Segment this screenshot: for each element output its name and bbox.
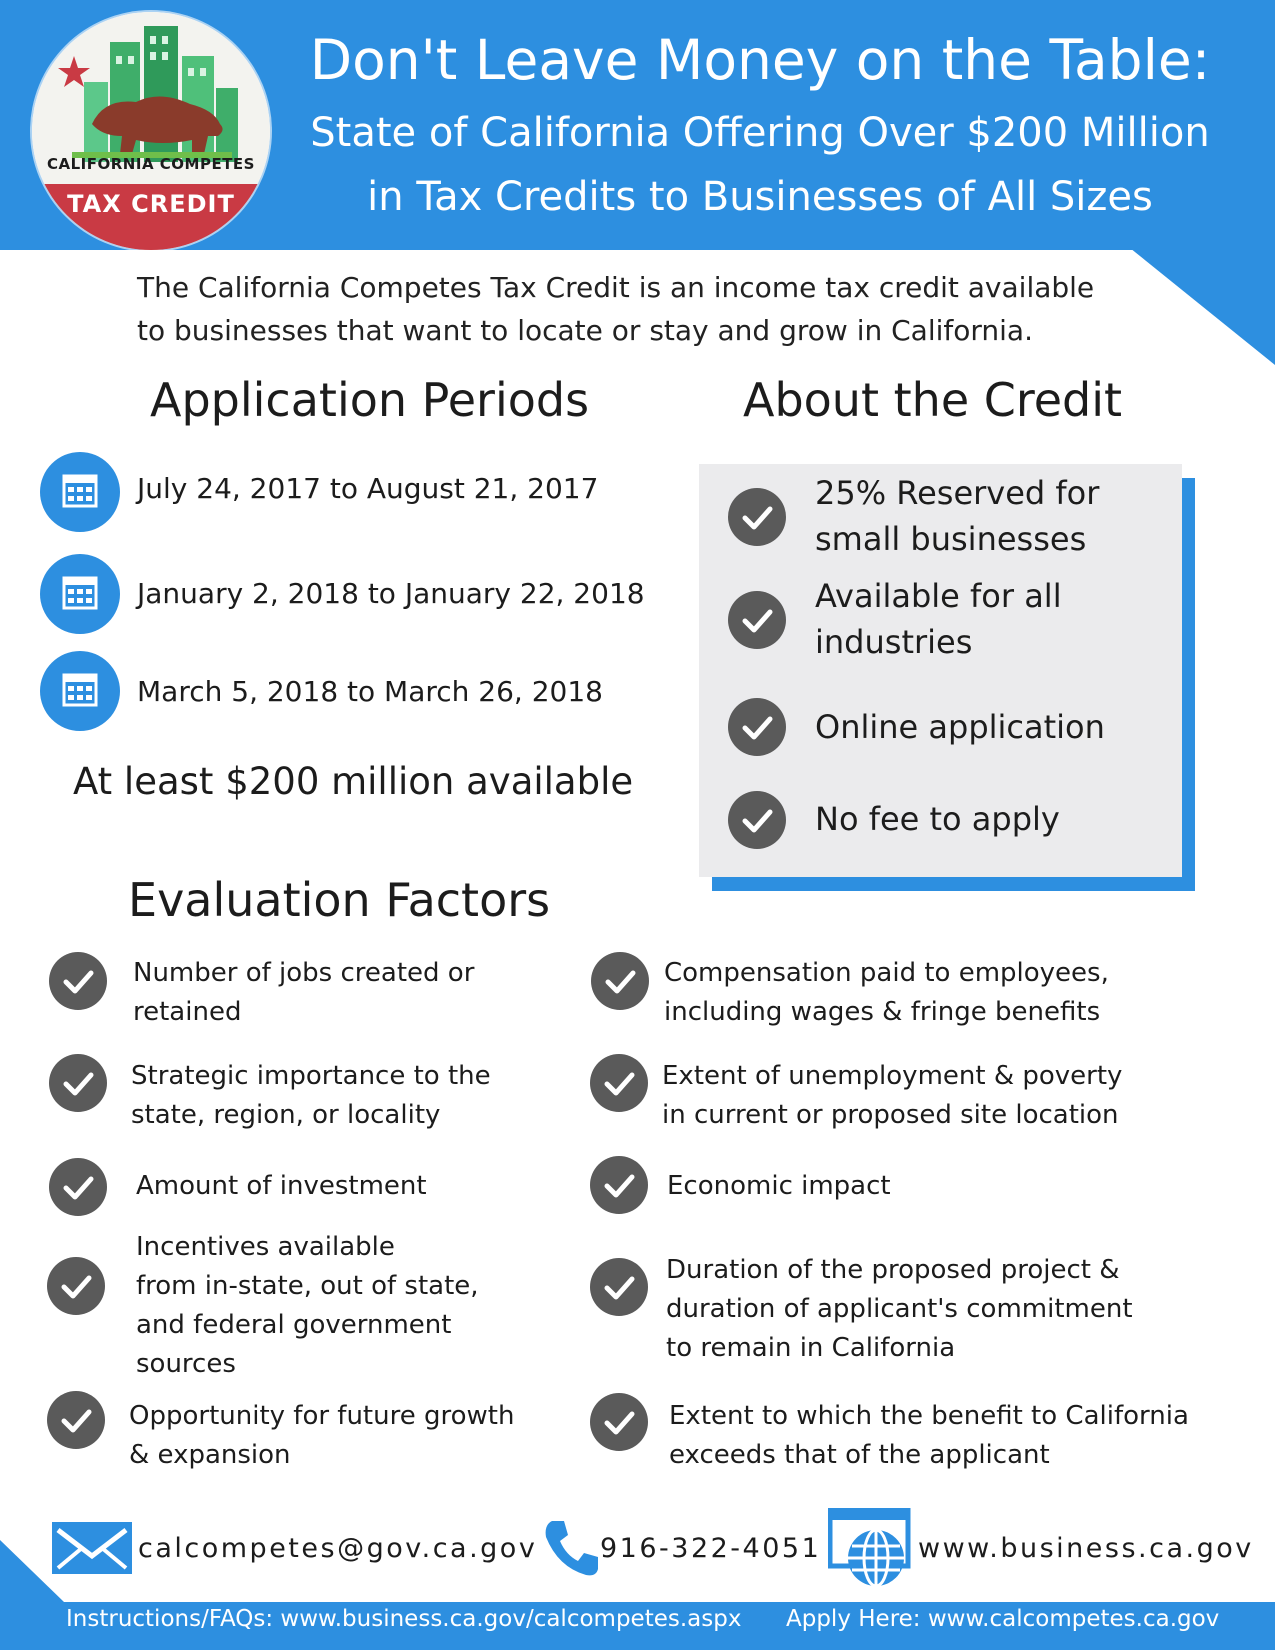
factor-line: from in-state, out of state, [136, 1271, 479, 1301]
factor-line: Extent to which the benefit to California [669, 1401, 1189, 1431]
factor-line: & expansion [129, 1440, 291, 1470]
factor-line: and federal government [136, 1310, 452, 1340]
factor-line: Compensation paid to employees, [664, 958, 1109, 988]
factor-line: Duration of the proposed project & [666, 1255, 1120, 1285]
check-icon [49, 1158, 107, 1216]
factor-line: retained [133, 997, 242, 1027]
check-icon [728, 488, 786, 546]
factor-line: Strategic importance to the [131, 1061, 491, 1091]
check-icon [728, 591, 786, 649]
intro-line-1: The California Competes Tax Credit is an income tax credit available [137, 271, 1095, 304]
about-item-1-line-1: 25% Reserved for [815, 474, 1100, 512]
california-competes-logo [32, 12, 270, 250]
evaluation-factor-left-3: Amount of investment [136, 1171, 427, 1201]
evaluation-factor-right-1 [664, 954, 1109, 1032]
contact-phone-link[interactable]: 916-322-4051 [600, 1533, 822, 1564]
application-period-1: July 24, 2017 to August 21, 2017 [137, 472, 599, 505]
evaluation-factor-right-4 [666, 1251, 1133, 1368]
evaluation-factor-left-4 [136, 1228, 479, 1384]
about-item-2-line-2: industries [815, 623, 973, 661]
about-item-1 [815, 470, 1099, 562]
about-item-2-line-1: Available for all [815, 577, 1062, 615]
factor-line: Opportunity for future growth [129, 1401, 515, 1431]
about-item-4: No fee to apply [815, 800, 1060, 838]
logo-text-bottom: TAX CREDIT [67, 190, 235, 218]
application-period-3: March 5, 2018 to March 26, 2018 [137, 675, 603, 708]
intro-paragraph [137, 266, 1197, 352]
factor-line: duration of applicant's commitment [666, 1294, 1133, 1324]
footer-apply-link[interactable]: Apply Here: www.calcompetes.ca.gov [786, 1606, 1220, 1632]
factor-line: exceeds that of the applicant [669, 1440, 1050, 1470]
contact-website-link[interactable]: www.business.ca.gov [918, 1533, 1254, 1564]
email-icon [50, 1520, 134, 1576]
about-item-3: Online application [815, 708, 1105, 746]
check-icon [590, 1156, 648, 1214]
application-periods-heading: Application Periods [150, 373, 590, 427]
factor-line: Incentives available [136, 1232, 395, 1262]
evaluation-factor-right-2 [662, 1057, 1122, 1135]
factor-line: Number of jobs created or [133, 958, 475, 988]
factor-line: sources [136, 1349, 236, 1379]
phone-icon [540, 1517, 602, 1579]
calendar-icon [40, 554, 120, 634]
funding-available-note: At least $200 million available [73, 760, 634, 803]
evaluation-factor-left-1 [133, 954, 474, 1032]
about-credit-heading: About the Credit [743, 373, 1123, 427]
contact-email-link[interactable]: calcompetes@gov.ca.gov [138, 1533, 538, 1564]
evaluation-factor-right-5 [669, 1397, 1189, 1475]
application-period-2: January 2, 2018 to January 22, 2018 [137, 577, 645, 610]
calendar-icon [40, 452, 120, 532]
page-subtitle-line-2: in Tax Credits to Businesses of All Sizes [367, 174, 1153, 220]
check-icon [49, 1054, 107, 1112]
factor-line: in current or proposed site location [662, 1100, 1119, 1130]
check-icon [49, 952, 107, 1010]
calendar-icon [40, 651, 120, 731]
check-icon [728, 791, 786, 849]
page-title: Don't Leave Money on the Table: [309, 28, 1211, 92]
factor-line: Extent of unemployment & poverty [662, 1061, 1123, 1091]
evaluation-factor-right-3: Economic impact [667, 1171, 891, 1201]
website-globe-icon [828, 1508, 912, 1588]
check-icon [728, 698, 786, 756]
factor-line: state, region, or locality [131, 1100, 441, 1130]
about-item-1-line-2: small businesses [815, 520, 1087, 558]
check-icon [47, 1391, 105, 1449]
evaluation-factor-left-2 [131, 1057, 491, 1135]
check-icon [590, 1393, 648, 1451]
check-icon [590, 1258, 648, 1316]
evaluation-factors-heading: Evaluation Factors [128, 873, 551, 927]
check-icon [591, 952, 649, 1010]
check-icon [47, 1257, 105, 1315]
page-subtitle-line-1: State of California Offering Over $200 Million [310, 110, 1210, 156]
about-item-2 [815, 573, 1062, 665]
logo-text-top: CALIFORNIA COMPETES [47, 155, 255, 173]
check-icon [590, 1054, 648, 1112]
factor-line: including wages & fringe benefits [664, 997, 1101, 1027]
footer-instructions-link[interactable]: Instructions/FAQs: www.business.ca.gov/calcompetes.aspx [66, 1606, 742, 1632]
intro-line-2: to businesses that want to locate or stay and grow in California. [137, 314, 1033, 347]
factor-line: to remain in California [666, 1333, 956, 1363]
evaluation-factor-left-5 [129, 1397, 514, 1475]
